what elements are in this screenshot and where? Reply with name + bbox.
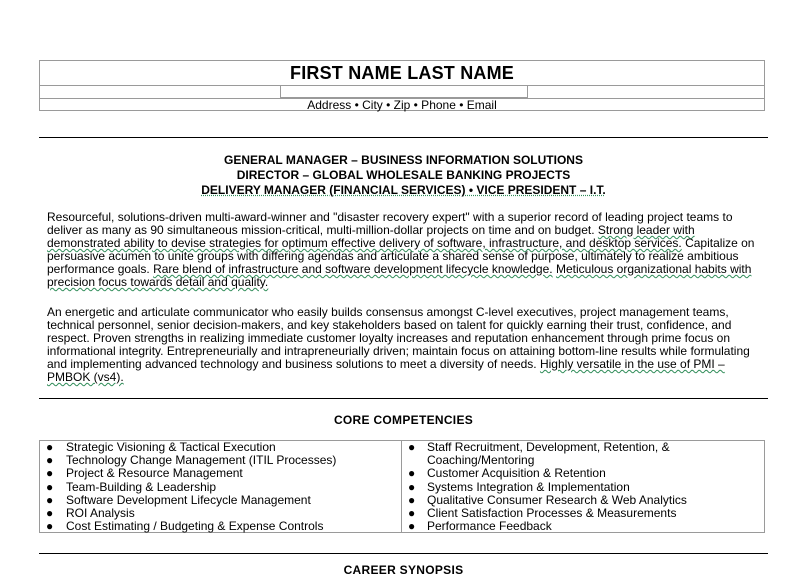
list-item: ● Team-Building & Leadership [46, 479, 217, 494]
summary-paragraph-1 [47, 211, 767, 289]
title-line-2: DIRECTOR – GLOBAL WHOLESALE BANKING PROJECTS [236, 168, 571, 182]
bullet-icon: ● [408, 440, 416, 454]
summary-text-flagged: Highly versatile in the use of PMI – PMBOK (vs4). [47, 357, 725, 384]
list-item: ● Client Satisfaction Processes & Measurements [408, 506, 677, 521]
bullet-icon: ● [46, 466, 54, 481]
title-line-1: GENERAL MANAGER – BUSINESS INFORMATION SOLUTIONS [224, 153, 583, 167]
header-spacer-row [40, 86, 764, 99]
candidate-name: FIRST NAME LAST NAME [40, 61, 764, 86]
divider-bottom [39, 553, 768, 554]
divider-top [39, 137, 768, 138]
list-item: ● Performance Feedback [408, 519, 552, 534]
list-item: ● Staff Recruitment, Development, Retention, & Coaching/Mentoring [408, 440, 670, 468]
title-line-3: DELIVERY MANAGER (FINANCIAL SERVICES) • VICE PRESIDENT – I.T. [201, 183, 606, 197]
career-synopsis-heading: CAREER SYNOPSIS [343, 563, 464, 577]
bullet-icon: ● [408, 506, 416, 521]
summary-text: Resourceful, solutions-driven multi-award-winner and "disaster recovery expert" with a superior record of leading project teams to deliver as many as 90 simultaneous mission-critical, multi-million-dollar projects on time and on budget. [47, 210, 733, 237]
list-item: ● Systems Integration & Implementation [408, 479, 630, 494]
bullet-icon: ● [46, 492, 54, 507]
bullet-icon: ● [408, 479, 416, 494]
bullet-icon: ● [408, 519, 416, 534]
list-item: ● Customer Acquisition & Retention [408, 466, 606, 481]
summary-text-flagged: Strong leader with demonstrated ability to devise strategies for optimum effective delivery of software, infrastructure, and desktop services. [47, 223, 695, 250]
summary-text: Capitalize on persuasive acumen to unite groups with differing agendas and articulate a shared sense of purpose, ultimately to realize ambitious performance goals. [47, 236, 755, 276]
bullet-icon: ● [46, 506, 54, 521]
summary-text-flagged: Rare blend of infrastructure and software development lifecycle knowledge. [153, 262, 553, 276]
competencies-right-column [402, 441, 764, 532]
list-item: ● Project & Resource Management [46, 466, 243, 481]
header-spacer-cell [280, 85, 528, 98]
list-item: ● Technology Change Management (ITIL Processes) [46, 453, 337, 468]
list-item: ● Software Development Lifecycle Management [46, 492, 311, 507]
bullet-icon: ● [46, 453, 54, 468]
divider-middle [39, 398, 768, 399]
bullet-icon: ● [46, 440, 54, 454]
competencies-left-column [40, 441, 402, 532]
bullet-icon: ● [408, 466, 416, 481]
bullet-icon: ● [46, 479, 54, 494]
bullet-icon: ● [408, 492, 416, 507]
header-table [39, 60, 765, 111]
core-competencies-heading: CORE COMPETENCIES [333, 413, 474, 427]
list-item: ● Qualitative Consumer Research & Web Analytics [408, 492, 687, 507]
list-item: ● Strategic Visioning & Tactical Execution [46, 440, 276, 454]
contact-line: Address • City • Zip • Phone • Email [307, 98, 497, 112]
list-item: ● Cost Estimating / Budgeting & Expense Controls [46, 519, 324, 534]
summary-paragraph-2 [47, 306, 767, 384]
list-item: ● ROI Analysis [46, 506, 135, 521]
job-titles [39, 153, 768, 198]
bullet-icon: ● [46, 519, 54, 534]
summary-text-flagged: Meticulous organizational habits with precision focus towards detail and quality. [47, 262, 752, 289]
summary-text: An energetic and articulate communicator who easily builds consensus amongst C-level executives, project management teams, technical personnel, senior decision-makers, and key stakeholders based on talent for quickly earning their trust, confidence, and respect. Proven strengths in realizing immediate customer loyalty increases and reputation enhancement through prime focus on informational integrity. Entrepreneurially and intrapreneurially driven; maintain focus on attaining bottom-line results while formulating and implementing advanced technology and business solutions to meet a diversity of needs. [47, 305, 750, 371]
competencies-table [39, 440, 765, 533]
